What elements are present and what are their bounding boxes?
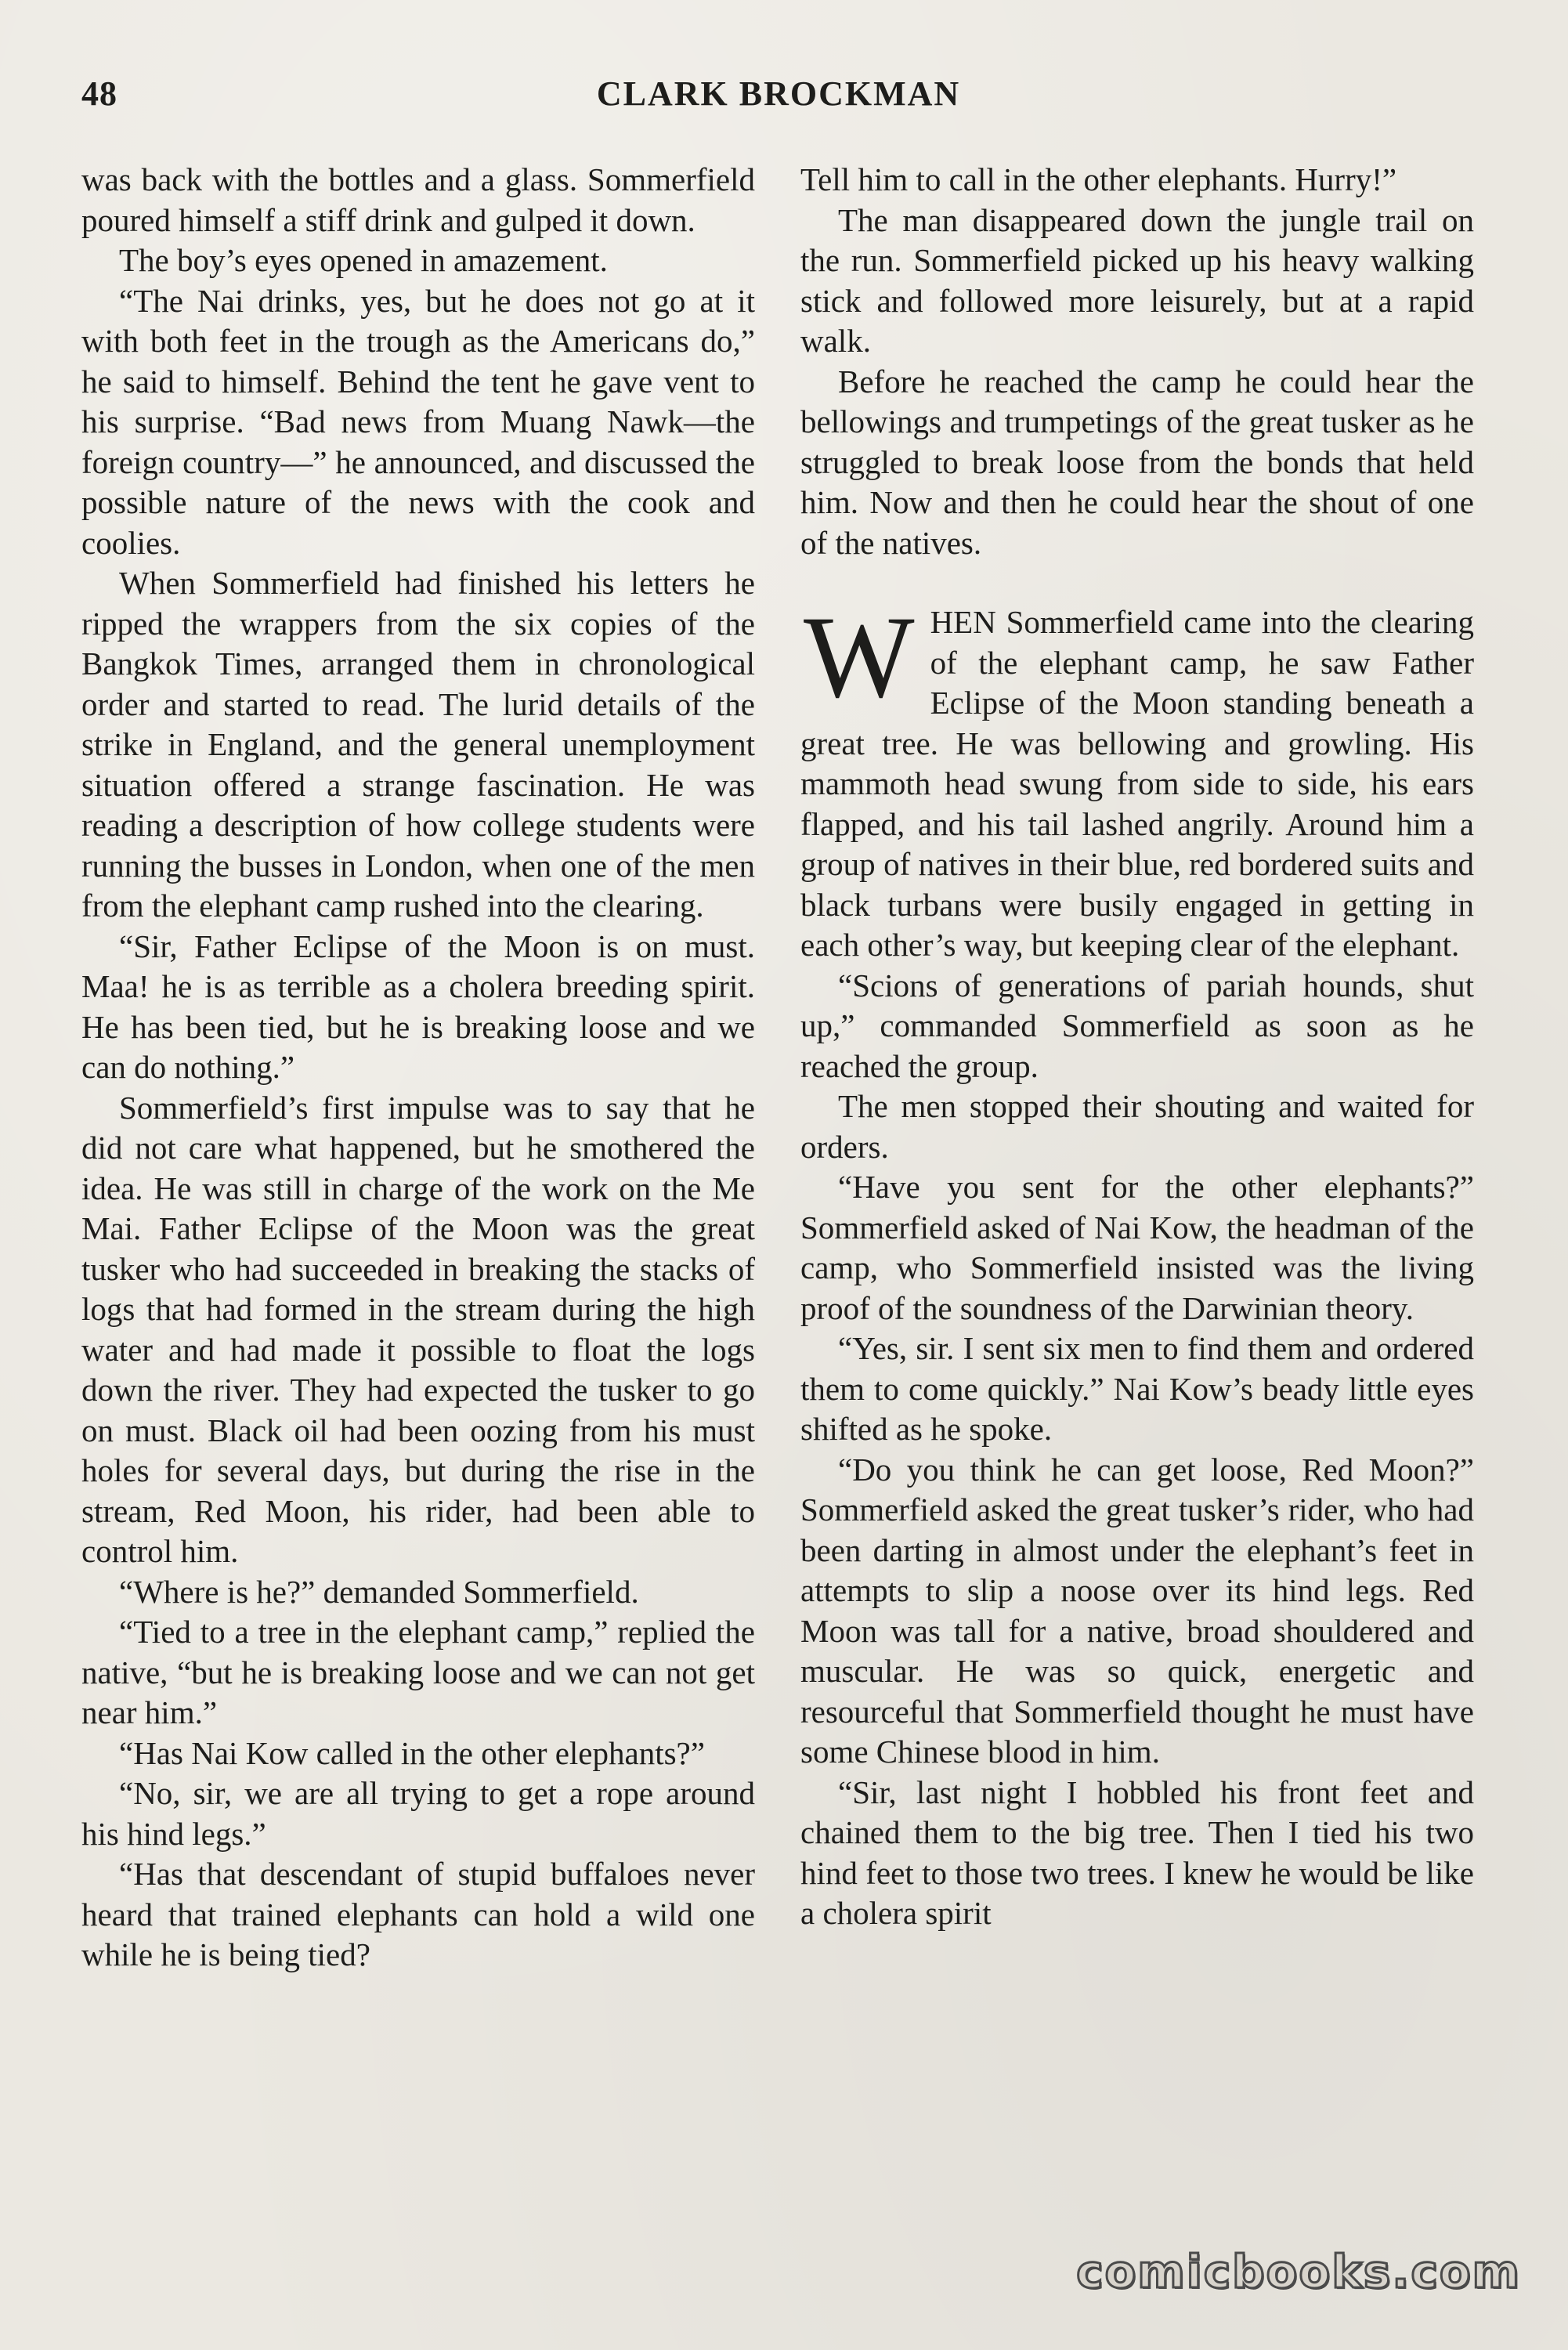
paragraph: “Has that descendant of stupid buffaloes never heard that trained elephants can hold a wild one while he is being tied? (81, 1856, 755, 1972)
paragraph: “Yes, sir. I sent six men to find them and ordered them to come quickly.” Nai Kow’s beady little eyes shifted as he spoke. (800, 1330, 1474, 1447)
section-opening-text: HEN Sommerfield came into the clearing of the elephant camp, he saw Father Eclipse of the Moon standing beneath a great tree. He was bellowing and growling. His mammoth head swung from side to side, his ears flapped, and his tail lashed angrily. Around him a group of natives in their blue, red bordered suits and black turbans were busily engaged in getting in each other’s way, but keeping clear of the elephant. (800, 604, 1474, 963)
paragraph: was back with the bottles and a glass. Sommerfield poured himself a stiff drink and gulped it down. (81, 161, 755, 238)
page-number: 48 (81, 74, 117, 113)
left-column (81, 160, 755, 1976)
page-header (81, 74, 1476, 128)
paragraph: Before he reached the camp he could hear the bellowings and trumpetings of the great tusker as he struggled to break loose from the bonds that held him. Now and then he could hear the shout of one of the natives. (800, 363, 1474, 561)
drop-cap: W (804, 592, 915, 722)
paragraph: “Scions of generations of pariah hounds, shut up,” commanded Sommerfield as soon as he reached the group. (800, 967, 1474, 1084)
paragraph: “Where is he?” demanded Sommerfield. (119, 1573, 639, 1610)
paragraph: “Have you sent for the other elephants?” Sommerfield asked of Nai Kow, the headman of the camp, who Sommerfield insisted was the living proof of the soundness of the Darwinian theory. (800, 1169, 1474, 1326)
running-head: CLARK BROCKMAN (596, 74, 961, 113)
paragraph: “Sir, last night I hobbled his front feet and chained them to the big tree. Then I tied his two hind feet to those two trees. I knew he would be like a cholera spirit (800, 1773, 1474, 1931)
paragraph: “Sir, Father Eclipse of the Moon is on must. Maa! he is as terrible as a cholera breeding spirit. He has been tied, but he is breaking loose and we can do nothing.” (81, 927, 755, 1085)
paragraph: “The Nai drinks, yes, but he does not go at it with both feet in the trough as the Americans do,” he said to himself. Behind the tent he gave vent to his surprise. “Bad news from Muang Nawk—the foreign country—” he announced, and discussed the possible nature of the news with the cook and coolies. (81, 282, 755, 561)
section-opening-paragraph (800, 592, 1474, 966)
paragraph: “Do you think he can get loose, Red Moon?” Sommerfield asked the great tusker’s rider, who had been darting in almost under the elephant’s feet in attempts to slip a noose over its hind legs. Red Moon was tall for a native, broad shouldered and muscular. He was so quick, energetic and resourceful that Sommerfield thought he must have some Chinese blood in him. (800, 1451, 1474, 1770)
paragraph: When Sommerfield had finished his letters he ripped the wrappers from the six copies of the Bangkok Times, arranged them in chronological order and started to read. The lurid details of the strike in England, and the general unemployment situation offered a strange fascination. He was reading a description of how college students were running the busses in London, when one of the men from the elephant camp rushed into the clearing. (81, 565, 755, 924)
right-column (800, 160, 1474, 1934)
paragraph: “Has Nai Kow called in the other elephants?” (119, 1734, 705, 1771)
paragraph: Sommerfield’s first impulse was to say that he did not care what happened, but he smothered the idea. He was still in charge of the work on the Me Mai. Father Eclipse of the Moon was the great tusker who had succeeded in breaking the stacks of logs that had formed in the stream during the high water and had made it possible to float the logs down the river. They had expected the tusker to go on must. Black oil had been oozing from his must holes for several days, but during the rise in the stream, Red Moon, his rider, had been able to control him. (81, 1089, 755, 1569)
site-watermark: comicbooks.com (1076, 2245, 1521, 2298)
paragraph: “No, sir, we are all trying to get a rope around his hind legs.” (81, 1775, 755, 1852)
paragraph: “Tied to a tree in the elephant camp,” replied the native, “but he is breaking loose and we can not get near him.” (81, 1614, 755, 1730)
paragraph: The man disappeared down the jungle trail on the run. Sommerfield picked up his heavy walking stick and followed more leisurely, but at a rapid walk. (800, 201, 1474, 359)
paragraph: Tell him to call in the other elephants. Hurry!” (800, 161, 1397, 197)
paragraph: The boy’s eyes opened in amazement. (119, 242, 608, 278)
paragraph: The men stopped their shouting and waited for orders. (800, 1088, 1474, 1165)
